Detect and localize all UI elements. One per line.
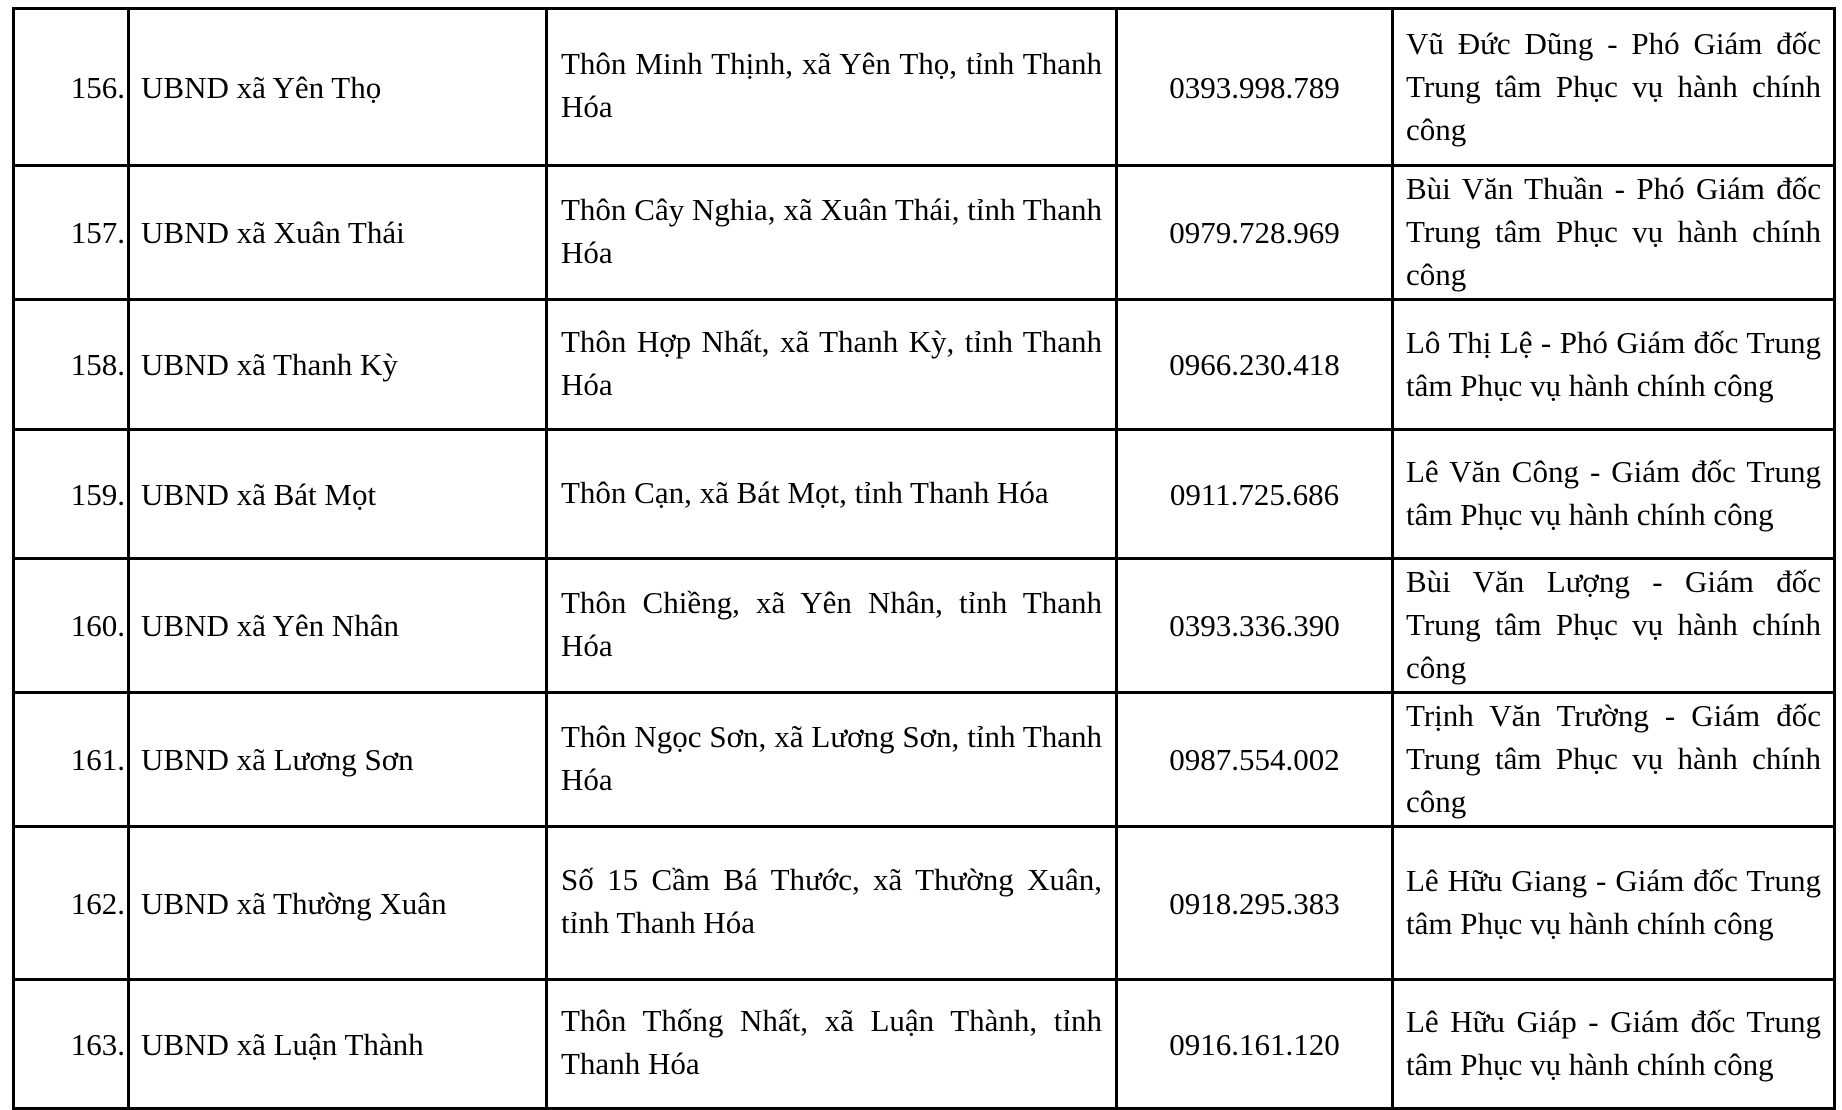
contact-person: Lê Hữu Giáp - Giám đốc Trung tâm Phục vụ hành chính công: [1393, 980, 1835, 1109]
address: Thôn Minh Thịnh, xã Yên Thọ, tỉnh Thanh Hóa: [547, 9, 1117, 166]
phone-number: 0916.161.120: [1117, 980, 1393, 1109]
table-row: [14, 559, 1835, 693]
table-row: [14, 827, 1835, 980]
unit-name: UBND xã Luận Thành: [129, 980, 547, 1109]
unit-name: UBND xã Bát Mọt: [129, 430, 547, 559]
row-number: 156.: [14, 9, 129, 166]
row-number: 157.: [14, 166, 129, 300]
unit-name: UBND xã Yên Thọ: [129, 9, 547, 166]
row-number: 163.: [14, 980, 129, 1109]
address: Thôn Hợp Nhất, xã Thanh Kỳ, tỉnh Thanh Hóa: [547, 300, 1117, 430]
unit-name: UBND xã Thanh Kỳ: [129, 300, 547, 430]
contact-person: Lô Thị Lệ - Phó Giám đốc Trung tâm Phục vụ hành chính công: [1393, 300, 1835, 430]
table-row: [14, 980, 1835, 1109]
table-row: [14, 693, 1835, 827]
table-row: [14, 300, 1835, 430]
unit-name: UBND xã Lương Sơn: [129, 693, 547, 827]
address: Thôn Thống Nhất, xã Luận Thành, tỉnh Thanh Hóa: [547, 980, 1117, 1109]
contact-person: Bùi Văn Thuần - Phó Giám đốc Trung tâm Phục vụ hành chính công: [1393, 166, 1835, 300]
table-row: [14, 9, 1835, 166]
address: Thôn Cạn, xã Bát Mọt, tỉnh Thanh Hóa: [547, 430, 1117, 559]
address: Thôn Cây Nghia, xã Xuân Thái, tỉnh Thanh Hóa: [547, 166, 1117, 300]
contact-table: [12, 7, 1836, 1110]
phone-number: 0911.725.686: [1117, 430, 1393, 559]
unit-name: UBND xã Yên Nhân: [129, 559, 547, 693]
contact-person: Bùi Văn Lượng - Giám đốc Trung tâm Phục vụ hành chính công: [1393, 559, 1835, 693]
phone-number: 0393.998.789: [1117, 9, 1393, 166]
phone-number: 0987.554.002: [1117, 693, 1393, 827]
row-number: 162.: [14, 827, 129, 980]
table-row: [14, 166, 1835, 300]
contact-person: Vũ Đức Dũng - Phó Giám đốc Trung tâm Phục vụ hành chính công: [1393, 9, 1835, 166]
row-number: 161.: [14, 693, 129, 827]
unit-name: UBND xã Xuân Thái: [129, 166, 547, 300]
address: Số 15 Cầm Bá Thước, xã Thường Xuân, tỉnh Thanh Hóa: [547, 827, 1117, 980]
row-number: 160.: [14, 559, 129, 693]
phone-number: 0979.728.969: [1117, 166, 1393, 300]
contact-person: Trịnh Văn Trường - Giám đốc Trung tâm Phục vụ hành chính công: [1393, 693, 1835, 827]
unit-name: UBND xã Thường Xuân: [129, 827, 547, 980]
contact-person: Lê Hữu Giang - Giám đốc Trung tâm Phục vụ hành chính công: [1393, 827, 1835, 980]
contact-person: Lê Văn Công - Giám đốc Trung tâm Phục vụ hành chính công: [1393, 430, 1835, 559]
phone-number: 0918.295.383: [1117, 827, 1393, 980]
address: Thôn Ngọc Sơn, xã Lương Sơn, tỉnh Thanh Hóa: [547, 693, 1117, 827]
row-number: 158.: [14, 300, 129, 430]
phone-number: 0393.336.390: [1117, 559, 1393, 693]
row-number: 159.: [14, 430, 129, 559]
address: Thôn Chiềng, xã Yên Nhân, tỉnh Thanh Hóa: [547, 559, 1117, 693]
table-row: [14, 430, 1835, 559]
phone-number: 0966.230.418: [1117, 300, 1393, 430]
